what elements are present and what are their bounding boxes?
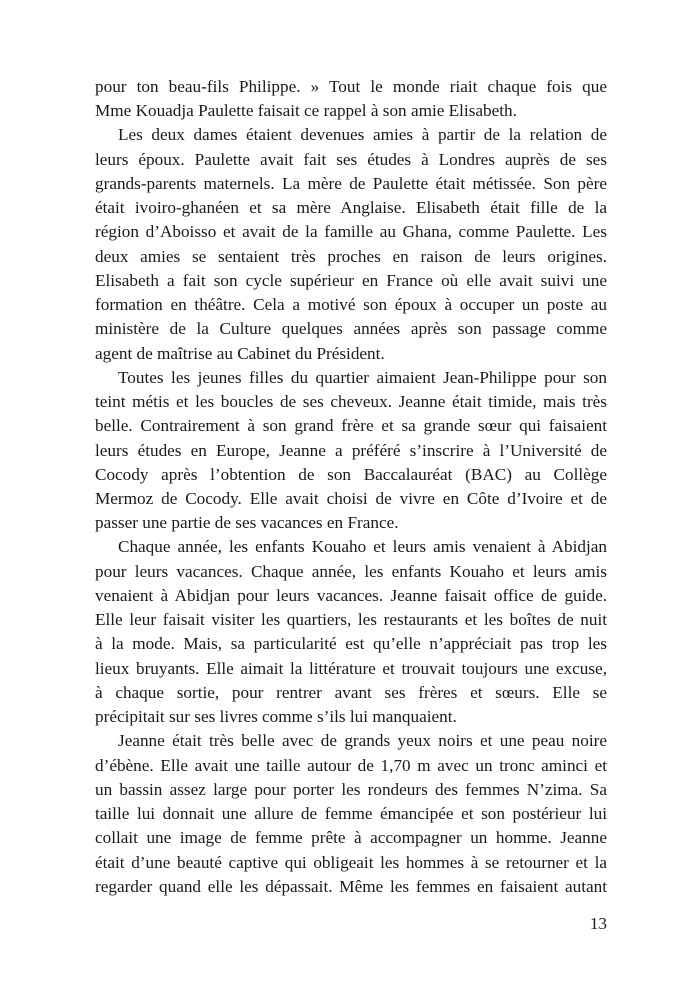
- text-line: agent de maîtrise au Cabinet du Président.: [95, 343, 385, 363]
- page-body-text: [95, 75, 607, 899]
- text-line: Elisabeth a fait son cycle supérieur en France où elle avait suivi une: [95, 270, 607, 290]
- text-line: grands-parents maternels. La mère de Paulette était métissée. Son père: [95, 173, 607, 193]
- text-line: belle. Contrairement à son grand frère et sa grande sœur qui faisaient: [95, 416, 607, 436]
- text-line: Elle leur faisait visiter les quartiers, les restaurants et les boîtes de nuit: [95, 610, 607, 630]
- text-line: d’ébène. Elle avait une taille autour de 1,70 m avec un tronc aminci et: [95, 755, 607, 775]
- text-line: Chaque année, les enfants Kouaho et leurs amis venaient à Abidjan: [118, 537, 607, 557]
- text-line: un bassin assez large pour porter les rondeurs des femmes N’zima. Sa: [95, 779, 607, 799]
- text-line: précipitait sur ses livres comme s’ils lui manquaient.: [95, 707, 457, 727]
- text-line: Mme Kouadja Paulette faisait ce rappel à son amie Elisabeth.: [95, 101, 517, 121]
- paragraph: [95, 75, 607, 123]
- text-line: à la mode. Mais, sa particularité est qu’elle n’appréciait pas trop les: [95, 634, 607, 654]
- text-line: teint métis et les boucles de ses cheveux. Jeanne était timide, mais très: [95, 392, 607, 412]
- text-line: était d’une beauté captive qui obligeait les hommes à se retourner et la: [95, 852, 607, 872]
- text-line: leurs études en Europe, Jeanne a préféré s’inscrire à l’Université de: [95, 440, 607, 460]
- text-line: ministère de la Culture quelques années après son passage comme: [95, 319, 607, 339]
- text-line: lieux bruyants. Elle aimait la littérature et trouvait toujours une excuse,: [95, 658, 607, 678]
- page-number: 13: [589, 914, 607, 933]
- paragraph: [95, 366, 607, 536]
- text-line: venaient à Abidjan pour leurs vacances. Jeanne faisait office de guide.: [95, 585, 607, 605]
- text-line: à chaque sortie, pour rentrer avant ses frères et sœurs. Elle se: [95, 682, 607, 702]
- text-line: pour ton beau-fils Philippe. » Tout le monde riait chaque fois que: [95, 77, 607, 96]
- text-line: Toutes les jeunes filles du quartier aimaient Jean-Philippe pour son: [118, 367, 607, 387]
- text-line: Jeanne était très belle avec de grands yeux noirs et une peau noire: [118, 731, 607, 751]
- text-line: regarder quand elle les dépassait. Même les femmes en faisaient autant: [95, 876, 607, 896]
- text-line: pour leurs vacances. Chaque année, les enfants Kouaho et leurs amis: [95, 561, 607, 581]
- text-line: collait une image de femme prête à accompagner un homme. Jeanne: [95, 828, 607, 848]
- text-line: région d’Aboisso et avait de la famille au Ghana, comme Paulette. Les: [95, 222, 607, 242]
- paragraph: [95, 535, 607, 729]
- text-line: était ivoiro-ghanéen et sa mère Anglaise. Elisabeth était fille de la: [95, 198, 607, 218]
- text-line: Mermoz de Cocody. Elle avait choisi de vivre en Côte d’Ivoire et de: [95, 488, 607, 508]
- text-line: Cocody après l’obtention de son Baccalauréat (BAC) au Collège: [95, 464, 607, 484]
- text-line: passer une partie de ses vacances en France.: [95, 513, 399, 533]
- text-line: Les deux dames étaient devenues amies à partir de la relation de: [118, 125, 607, 145]
- text-line: formation en théâtre. Cela a motivé son époux à occuper un poste au: [95, 295, 607, 315]
- text-line: taille lui donnait une allure de femme émancipée et son postérieur lui: [95, 804, 607, 824]
- paragraph: [95, 123, 607, 365]
- text-line: deux amies se sentaient très proches en raison de leurs origines.: [95, 246, 607, 266]
- paragraph: [95, 729, 607, 899]
- text-line: leurs époux. Paulette avait fait ses études à Londres auprès de ses: [95, 149, 607, 169]
